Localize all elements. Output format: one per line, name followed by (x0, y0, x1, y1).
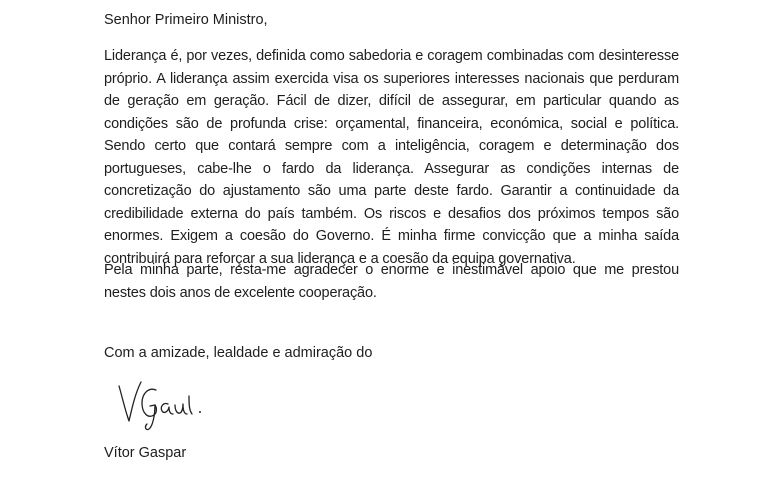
body-paragraph-1: Liderança é, por vezes, definida como sabedoria e coragem combinadas com desinteresse próprio. A liderança assim exercida visa os superiores interesses nacionais que perduram de geração em geração. Fácil de dizer, difícil de assegurar, em particular quando as condições são de profunda crise: orçamental, financeira, económica, social e política. Sendo certo que contará sempre com a inteligência, coragem e determinação dos portugueses, cabe-lhe o fardo da liderança. Assegurar as condições internas de concretização do ajustamento são uma parte deste fardo. Garantir a continuidade da credibilidade externa do país também. Os riscos e desafios dos próximos tempos são enormes. Exigem a coesão do Governo. É minha firme convicção que a minha saída contribuirá para reforçar a sua liderança e a coesão da equipa governativa. (104, 48, 679, 267)
signer-name: Vítor Gaspar (104, 445, 187, 461)
closing-line: Com a amizade, lealdade e admiração do (104, 345, 373, 361)
handwritten-signature (116, 374, 216, 432)
body-paragraph-2: Pela minha parte, resta-me agradecer o enorme e inestimável apoio que me prestou nestes dois anos de excelente cooperação. (104, 262, 679, 301)
letter-page (104, 0, 682, 488)
salutation: Senhor Primeiro Ministro, (104, 12, 268, 28)
